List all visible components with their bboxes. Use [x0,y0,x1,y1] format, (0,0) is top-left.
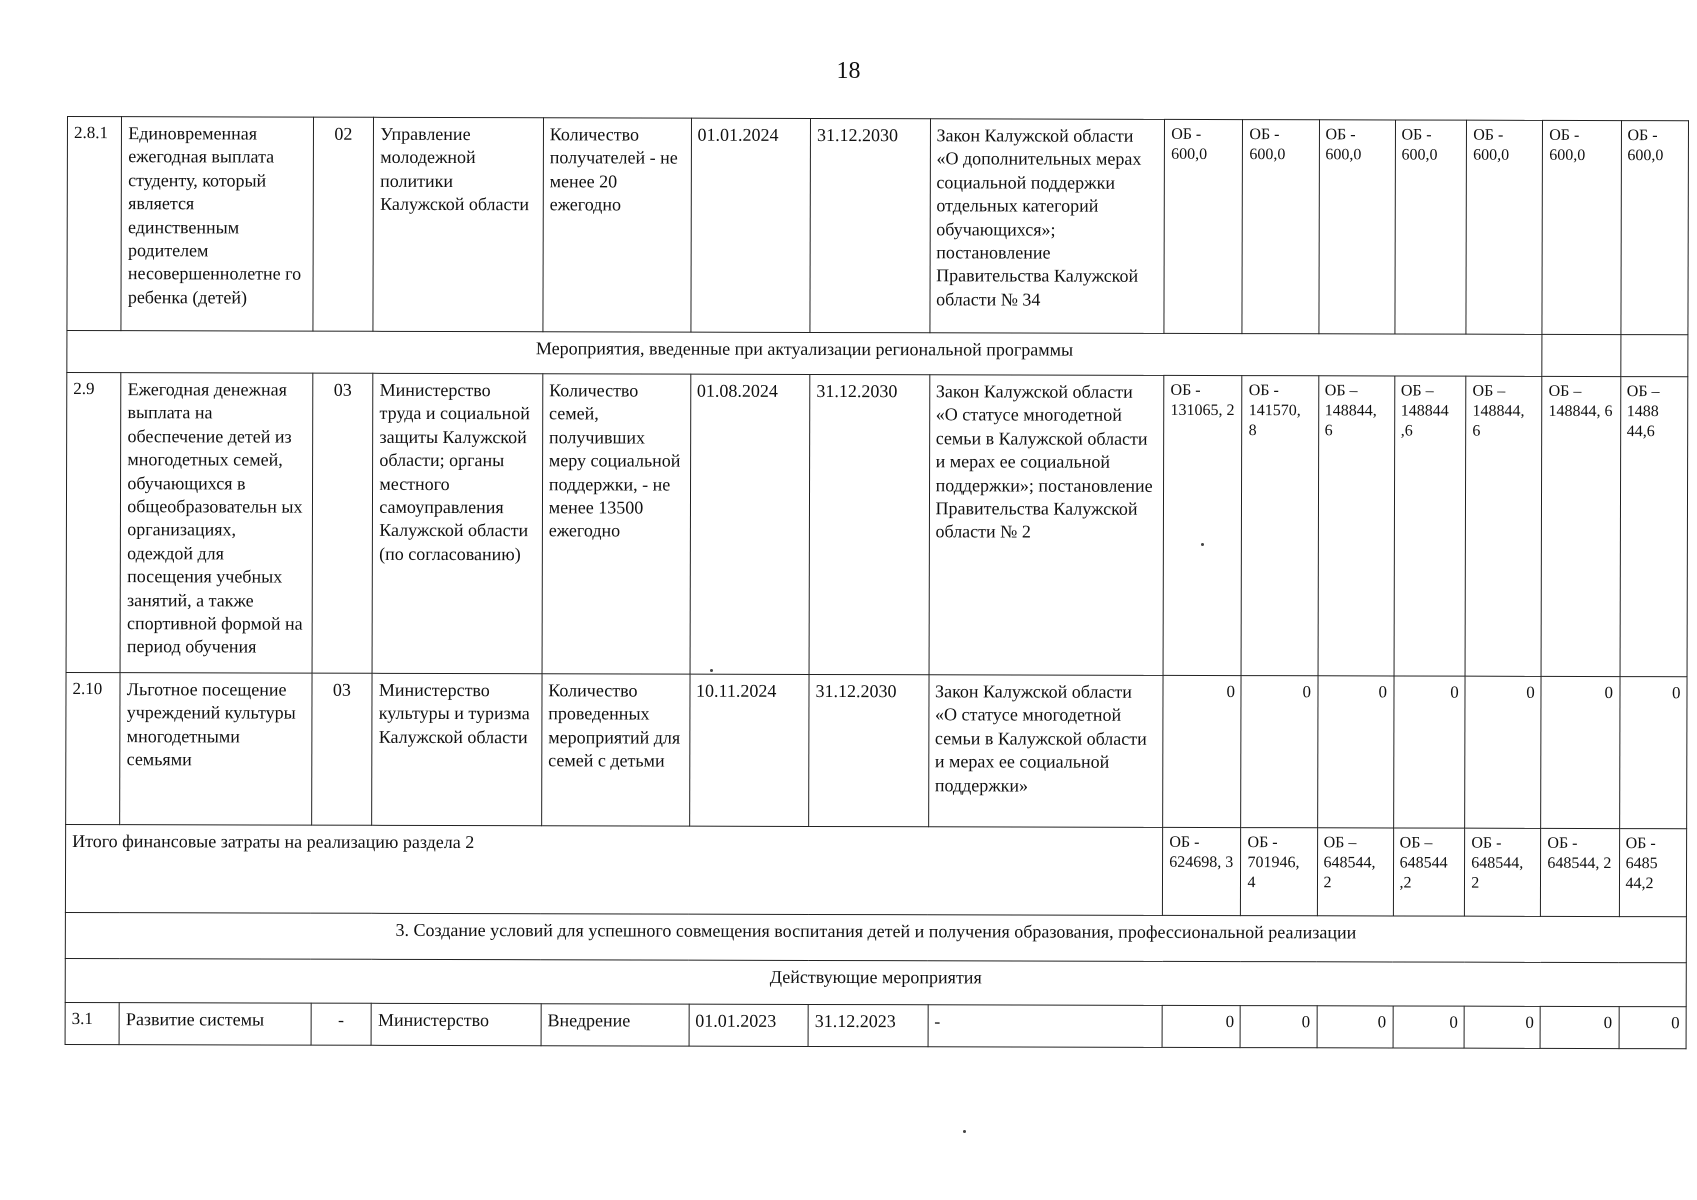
funding-year-1: ОБ - 600,0 [1164,119,1243,333]
funding-year-5: ОБ – 148844, 6 [1465,376,1542,676]
section-row-new-measures [67,331,1688,377]
section-row-3 [65,912,1686,962]
legal-basis: Закон Калужской области «О статусе многодетной семьи в Калужской области и мерах ее социальной поддержки»; постановление Правительства Калужской области № 2 [929,375,1164,676]
legal-basis: - [928,1005,1163,1048]
total-year-4: ОБ – 648544 ,2 [1393,828,1465,916]
measure-name: Развитие системы [119,1003,310,1046]
table-row-2-9 [66,373,1688,677]
end-date: 31.12.2030 [810,118,930,332]
section-title: Мероприятия, введенные при актуализации региональной программы [67,331,1542,377]
funding-year-3: ОБ – 148844, 6 [1318,376,1395,676]
funding-year-2: 0 [1241,1006,1317,1048]
row-number: 3.1 [65,1002,119,1044]
funding-year-6: 0 [1540,1006,1618,1048]
end-date: 31.12.2030 [809,374,929,674]
row-number: 2.9 [66,373,121,673]
end-date: 31.12.2023 [808,1004,928,1046]
funding-year-7: ОБ - 600,0 [1620,121,1688,335]
task-code: 03 [312,373,374,673]
legal-basis: Закон Калужской области «О статусе многодетной семьи в Калужской области и мерах ее социальной поддержки» [928,675,1163,828]
indicator: Внедрение [541,1004,689,1046]
measure-name: Льготное посещение учреждений культуры многодетными семьями [120,673,312,826]
executor: Министерство труда и социальной защиты Калужской области; органы местного самоуправления Калужской области (по согласованию) [372,373,542,673]
total-year-5: ОБ - 648544, 2 [1465,828,1541,916]
scan-speck [710,669,713,672]
executor: Управление молодежной политики Калужской области [373,117,543,331]
total-label: Итого финансовые затраты на реализацию раздела 2 [65,824,1162,915]
funding-year-2: 0 [1241,676,1317,828]
measure-name: Единовременная ежегодная выплата студенту, который является единственным родителем несовершеннолетне го ребенка (детей) [121,117,313,331]
start-date: 01.01.2023 [689,1004,809,1046]
funding-year-4: 0 [1393,1006,1465,1048]
total-year-7: ОБ - 6485 44,2 [1619,829,1687,917]
funding-year-2: ОБ - 600,0 [1242,120,1319,334]
task-code: 02 [312,117,373,331]
task-code: 03 [311,673,372,825]
funding-year-4: ОБ – 148844 ,6 [1394,376,1466,676]
funding-year-7: ОБ – 1488 44,6 [1620,377,1688,677]
start-date: 01.08.2024 [690,374,810,674]
section-title: Действующие мероприятия [65,958,1686,1006]
start-date: 01.01.2024 [691,118,811,332]
funding-year-6: ОБ – 148844, 6 [1541,376,1620,676]
section-row-current-measures [65,958,1686,1006]
funding-year-4: 0 [1393,676,1465,828]
funding-year-6: ОБ - 600,0 [1542,120,1621,334]
funding-year-2: ОБ - 141570, 8 [1242,376,1319,676]
funding-year-3: 0 [1317,1006,1393,1048]
indicator: Количество получателей - не менее 20 ежегодно [543,118,691,332]
scan-speck [963,1130,966,1133]
funding-year-1: 0 [1162,1005,1240,1047]
funding-year-1: 0 [1163,675,1242,827]
page-number: 18 [836,58,861,84]
funding-year-7: 0 [1619,677,1687,829]
table-row-2-8-1 [67,117,1689,335]
funding-year-1: ОБ - 131065, 2 [1163,375,1242,675]
funding-year-5: 0 [1465,676,1541,828]
indicator: Количество проведенных мероприятий для семей с детьми [541,674,689,826]
funding-year-3: 0 [1317,676,1393,828]
funding-year-4: ОБ - 600,0 [1394,120,1466,334]
section-title: 3. Создание условий для успешного совмещения воспитания детей и получения образования, профессиональной реализации [65,912,1686,962]
legal-basis: Закон Калужской области «О дополнительных мерах социальной поддержки отдельных категорий обучающихся»; постановление Правительства Калужской области № 34 [930,119,1165,334]
funding-year-5: ОБ - 600,0 [1466,120,1543,334]
table-row-2-10 [66,672,1687,828]
table-row-total [65,824,1686,916]
measure-name: Ежегодная денежная выплата на обеспечение детей из многодетных семей, обучающихся в общеобразовательн ых организациях, одеждой для посещения учебных занятий, а также спортивной формой на период обучения [120,373,312,673]
task-code: - [311,1003,372,1045]
scan-speck [1201,543,1204,546]
total-year-2: ОБ - 701946, 4 [1241,828,1317,916]
funding-year-6: 0 [1541,676,1620,828]
executor: Министерство [371,1003,541,1045]
program-table [65,116,1689,1049]
total-year-6: ОБ - 648544, 2 [1541,828,1619,916]
indicator: Количество семей, получивших меру социальной поддержки, - не менее 13500 ежегодно [542,374,691,674]
table-row-3-1 [65,1002,1686,1048]
funding-year-7: 0 [1619,1007,1687,1049]
total-year-1: ОБ - 624698, 3 [1163,827,1241,915]
row-number: 2.8.1 [67,117,122,331]
row-number: 2.10 [66,672,121,824]
funding-year-5: 0 [1464,1006,1540,1048]
total-year-3: ОБ – 648544, 2 [1317,828,1393,916]
executor: Министерство культуры и туризма Калужской области [372,673,542,825]
funding-year-3: ОБ - 600,0 [1318,120,1395,334]
end-date: 31.12.2030 [809,674,929,826]
start-date: 10.11.2024 [689,674,809,826]
